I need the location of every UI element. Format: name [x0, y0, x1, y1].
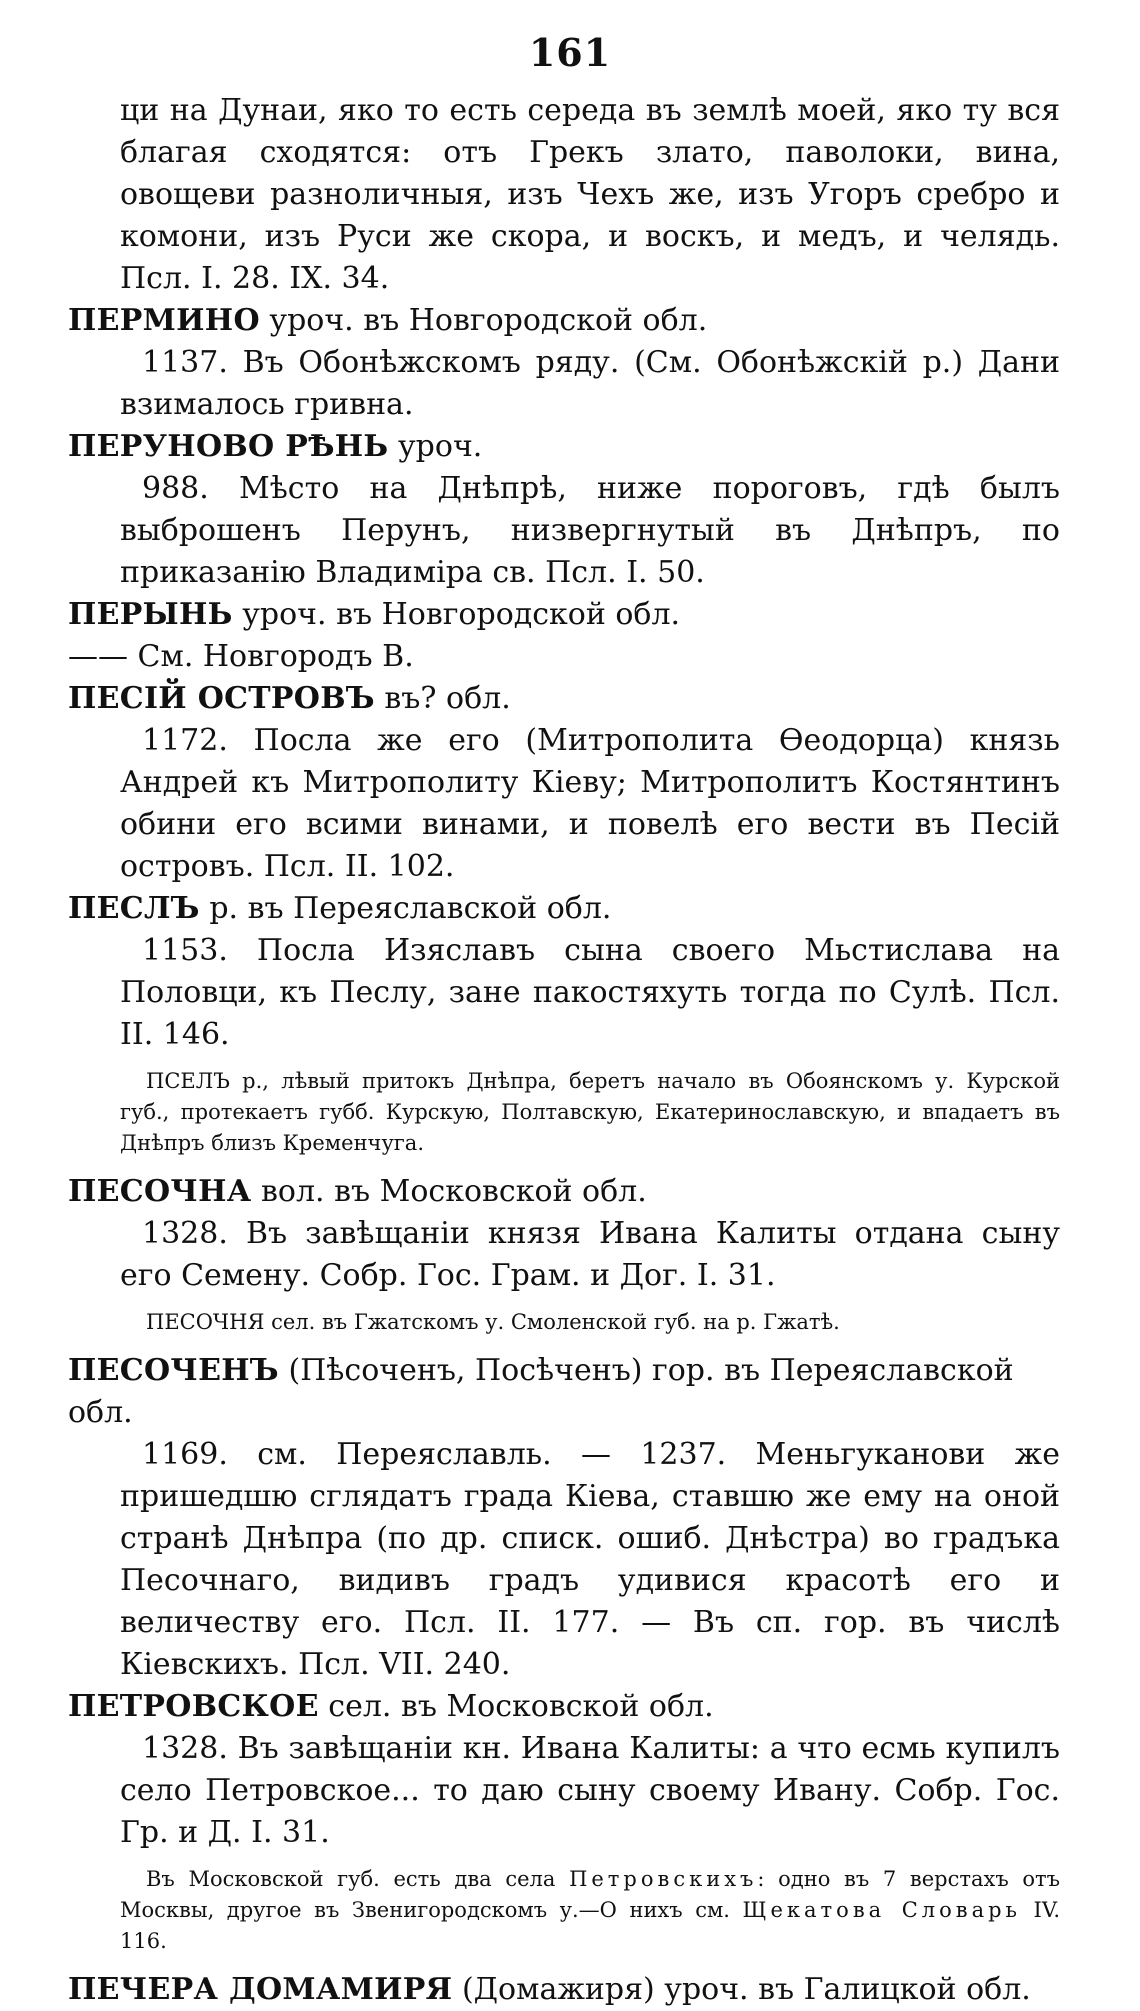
entry-pesiy-heading	[68, 678, 1060, 720]
headword-pesochen-desc: (Пѣсоченъ, Посѣченъ) гор. въ Переяславской обл.	[68, 1353, 1014, 1430]
entry-pesiy-body: 1172. Посла же его (Митрополита Ѳеодорца) князь Андрей къ Митрополиту Кіеву; Митрополитъ Костянтинъ обини его всими винами, и повелѣ его вести въ Песій островъ. Псл. II. 102.	[120, 723, 1060, 884]
entry-permino-body: 1137. Въ Обонѣжскомъ ряду. (См. Обонѣжскій р.) Дани взималось гривна.	[120, 345, 1060, 422]
entry-pesochna-heading	[68, 1171, 1060, 1213]
headword-pesiy: ПЕСІЙ ОСТРОВЪ	[68, 681, 375, 716]
headword-pesochna: ПЕСОЧНА	[68, 1174, 252, 1209]
continuation-paragraph: ци на Дунаи, яко то есть середа въ землѣ моей, яко ту вся благая сходятся: отъ Грекъ злато, паволоки, вина, овощеви разноличныя, изъ Чехъ же, изъ Угоръ сребро и комони, изъ Руси же скора, и воскъ, и медъ, и челядь. Псл. I. 28. IX. 34.	[120, 93, 1060, 296]
entry-pesochen-heading	[68, 1350, 1060, 1434]
note-text-a: Въ Московской губ. есть два села	[146, 1867, 570, 1891]
dictionary-text	[68, 90, 1060, 2011]
headword-petrovskoe: ПЕТРОВСКОЕ	[68, 1689, 319, 1724]
entry-petrovskoe-body: 1328. Въ завѣщаніи кн. Ивана Калиты: а что есмь купилъ село Петровское... то даю сыну своему Ивану. Собр. Гос. Гр. и Д. I. 31.	[120, 1731, 1060, 1850]
entry-perunovo-body: 988. Мѣсто на Днѣпрѣ, ниже пороговъ, гдѣ былъ выброшенъ Перунъ, низвергнутый въ Днѣпръ, по приказанію Владиміра св. Псл. I. 50.	[120, 471, 1060, 590]
headword-permino: ПЕРМИНО	[68, 303, 260, 338]
headword-pesochna-desc: вол. въ Московской обл.	[251, 1174, 647, 1209]
headword-pesiy-desc: въ? обл.	[374, 681, 511, 716]
note-spaced-petrovskikh: Петровскихъ	[569, 1867, 758, 1891]
headword-petrovskoe-desc: сел. въ Московской обл.	[318, 1689, 714, 1724]
headword-permino-desc: уроч. въ Новгородской обл.	[259, 303, 708, 338]
headword-perunovo-desc: уроч.	[388, 429, 483, 464]
entry-perunovo-heading	[68, 426, 1060, 468]
entry-pechera-heading	[68, 1969, 1060, 2011]
entry-perynj-see: —— См. Новгородъ В.	[68, 639, 414, 674]
entry-pesochna-note: ПЕСОЧНЯ сел. въ Гжатскомъ у. Смоленской губ. на р. Гжатѣ.	[146, 1310, 840, 1334]
headword-pechera-desc: (Домажиря) уроч. въ Галицкой обл.	[452, 1972, 1031, 2007]
entry-pesochna-body: 1328. Въ завѣщаніи князя Ивана Калиты отдана сыну его Семену. Собр. Гос. Грам. и Дог. I. 31.	[120, 1216, 1060, 1293]
entry-permino-heading	[68, 300, 1060, 342]
headword-pesl: ПЕСЛЪ	[68, 891, 200, 926]
entry-perynj-heading	[68, 594, 1060, 636]
headword-pesochen: ПЕСОЧЕНЪ	[68, 1353, 279, 1388]
headword-perynj-desc: уроч. въ Новгородской обл.	[232, 597, 681, 632]
entry-petrovskoe-note	[68, 1864, 1060, 1957]
headword-pechera: ПЕЧЕРА ДОМАМИРЯ	[68, 1972, 453, 2007]
entry-pesochen-body: 1169. см. Переяславль. — 1237. Меньгуканови же пришедшю сглядатъ града Кіева, ставшю же ему на оной странѣ Днѣпра (по др. списк. ошиб. Днѣстра) во градъка Песочнаго, видивъ градъ удивися красотѣ его и величеству его. Псл. II. 177. — Въ сп. гор. въ числѣ Кіевскихъ. Псл. VII. 240.	[120, 1437, 1060, 1682]
note-text-e: IV. 116.	[120, 1898, 1060, 1953]
entry-pesl-body: 1153. Посла Изяславъ сына своего Мьстислава на Половци, къ Песлу, зане пакостяхуть тогда по Сулѣ. Псл. II. 146.	[120, 933, 1060, 1052]
note-spaced-shchekatova: Щекатова Словарь	[742, 1898, 1021, 1922]
page-number: 161	[528, 30, 612, 75]
note-text-c: : одно въ 7 верстахъ отъ Москвы, другое въ Звенигородскомъ у.—О нихъ см.	[120, 1867, 1060, 1922]
entry-pesl-heading	[68, 888, 1060, 930]
headword-pesl-desc: р. въ Переяславской обл.	[199, 891, 612, 926]
headword-perynj: ПЕРЫНЬ	[68, 597, 233, 632]
entry-petrovskoe-heading	[68, 1686, 1060, 1728]
entry-pesl-note: ПСЕЛЪ р., лѣвый притокъ Днѣпра, беретъ начало въ Обоянскомъ у. Курской губ., протекаетъ губб. Курскую, Полтавскую, Екатеринославскую, и впадаетъ въ Днѣпръ близъ Кременчуга.	[120, 1069, 1060, 1155]
headword-perunovo: ПЕРУНОВО РѢНЬ	[68, 429, 389, 464]
